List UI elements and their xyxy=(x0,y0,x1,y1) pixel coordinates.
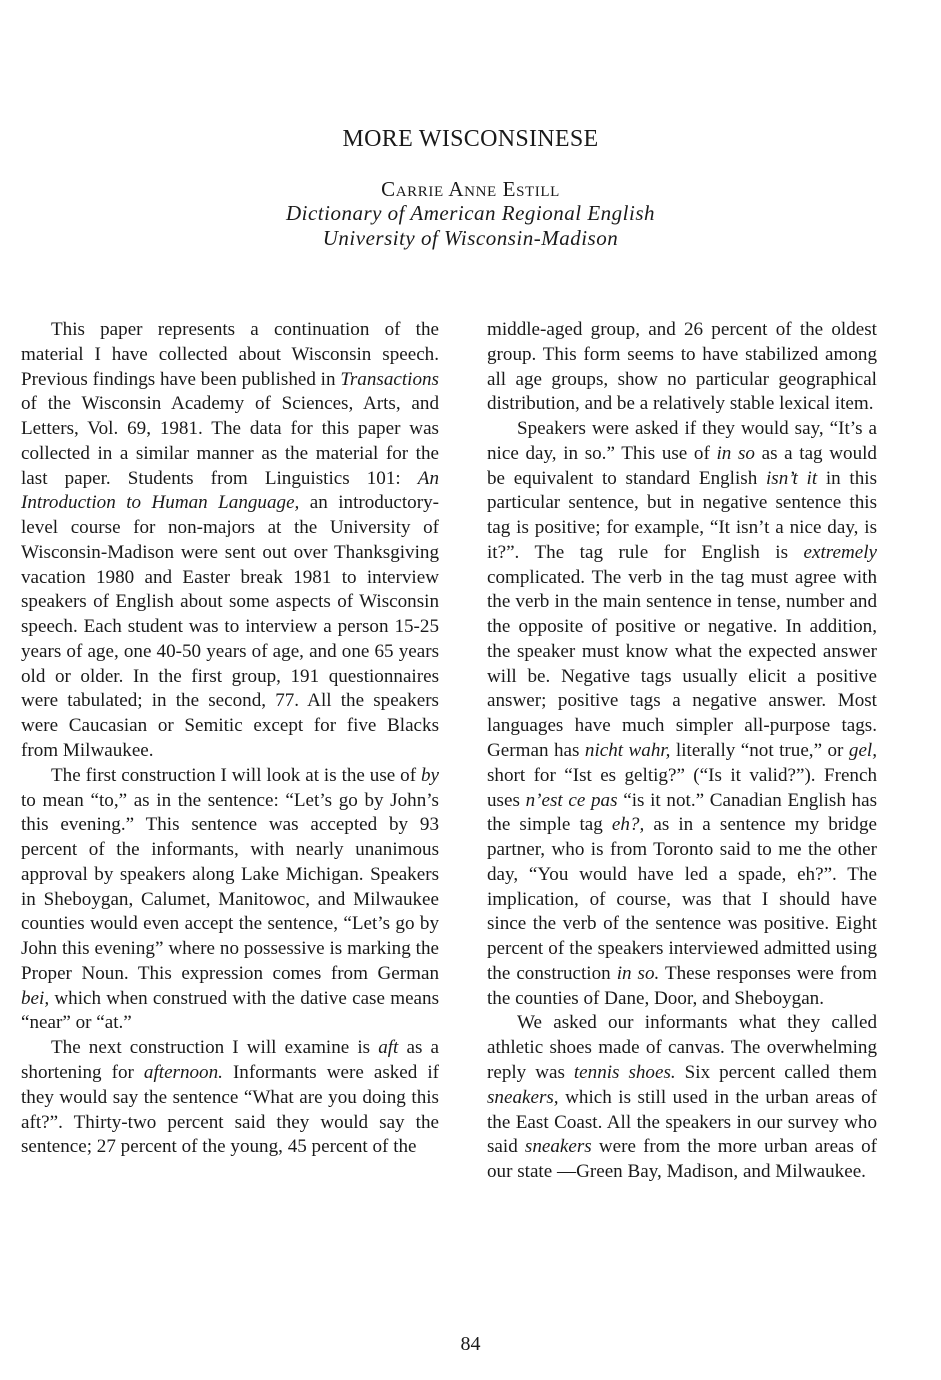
author-name: Carrie Anne Estill xyxy=(381,177,560,201)
body-paragraph xyxy=(487,417,877,1011)
text-run: which when construed with the dative case means “near” or “at.” xyxy=(21,987,439,1034)
italic-term: Transactions xyxy=(340,368,439,390)
affiliation-line-1: Dictionary of American Regional English xyxy=(285,201,656,225)
article-title: MORE WISCONSINESE xyxy=(342,126,599,152)
text-run: The next construction I will examine is xyxy=(51,1037,379,1059)
text-run: “is it not.” Canadian English has the simple tag xyxy=(487,789,878,836)
italic-term: in so. xyxy=(616,962,660,984)
affiliation-line-2: University of Wisconsin-Madison xyxy=(322,226,619,250)
italic-term: afternoon. xyxy=(143,1061,223,1083)
text-run: of the Wisconsin Academy of Sciences, Arts, and Letters, Vol. 69, 1981. The data for this paper was collected in a similar manner as the material for the last paper. Students from Linguistics 101: xyxy=(21,393,439,489)
italic-term: bei, xyxy=(21,987,50,1009)
italic-term: sneakers, xyxy=(487,1086,559,1108)
text-run: We asked our informants what they called athletic shoes made of canvas. The overwhelming reply was xyxy=(487,1012,877,1083)
text-run: literally “not true,” or xyxy=(670,740,849,762)
text-run: as in a sentence my bridge partner, who is from Toronto said to me the other day, “You would have led a spade, eh?”. The implication, of course, was that I should have since the verb of the sentence was positive. Eight percent of the speakers interviewed admitted using the construction xyxy=(487,814,878,984)
italic-term: aft xyxy=(378,1037,399,1059)
italic-term: extremely xyxy=(803,541,877,563)
italic-term: by xyxy=(420,764,439,786)
italic-term: isn’t it xyxy=(765,467,818,489)
body-paragraph xyxy=(487,1011,877,1184)
text-run: This paper represents a continuation of the material I have collected about Wisconsin speech. Previous findings have been published in xyxy=(21,319,439,390)
italic-term: gel, xyxy=(848,740,877,762)
text-run: The first construction I will look at is the use of xyxy=(51,764,421,786)
body-paragraph xyxy=(487,318,877,417)
text-run: as a tag would be equivalent to standard English xyxy=(487,442,877,489)
text-run: as a shortening for xyxy=(21,1037,439,1083)
italic-term: eh?, xyxy=(611,814,645,836)
text-run: which is still used in the urban areas of the East Coast. All the speakers in our survey who said xyxy=(487,1086,877,1158)
italic-term: tennis shoes. xyxy=(573,1061,676,1083)
text-run: short for “Ist es geltig?” (“Is it valid?”). French uses xyxy=(487,764,877,811)
page-number: 84 xyxy=(460,1333,481,1355)
text-run: These responses were from the counties of Dane, Door, and Sheboygan. xyxy=(487,962,877,1009)
italic-term: in so xyxy=(716,442,755,464)
body-paragraph xyxy=(21,1036,439,1160)
right-text-column xyxy=(487,318,877,1185)
italic-term: nicht wahr, xyxy=(584,740,671,762)
text-run: Informants were asked if they would say the sentence “What are you doing this aft?”. Thirty-two percent said they would say the sentence; 27 percent of the young, 45 percent of the xyxy=(21,1061,440,1158)
text-run: middle-aged group, and 26 percent of the oldest group. This form seems to have stabilized among all age groups, show no particular geographical distribution, and be a relatively stable lexical item. xyxy=(487,319,877,415)
text-run: Six percent called them xyxy=(675,1061,877,1083)
left-text-column xyxy=(21,318,439,1160)
text-run: complicated. The verb in the tag must agree with the verb in the main sentence in tense, number and the opposite of positive or negative. In addition, the speaker must know what the expected answer will be. Negative tags usually elicit a positive answer; positive tags a negative answer. Most languages have much simpler all-purpose tags. German has xyxy=(487,566,877,762)
body-paragraph xyxy=(21,764,439,1036)
text-run: were from the more urban areas of our state —Green Bay, Madison, and Milwaukee. xyxy=(487,1136,877,1183)
text-run: to mean “to,” as in the sentence: “Let’s go by John’s this evening.” This sentence was accepted by 93 percent of the informants, with nearly unanimous approval by speakers along Lake Michigan. Speakers in Sheboygan, Calumet, Manitowoc, and Milwaukee counties would even accept the sentence, “Let’s go by John this evening” where no possessive is marking the Proper Noun. This expression comes from German xyxy=(21,789,439,984)
text-run: Speakers were asked if they would say, “It’s a nice day, in so.” This use of xyxy=(487,418,877,464)
text-run: an introductory-level course for non-majors at the University of Wisconsin-Madison were sent out over Thanksgiving vacation 1980 and Easter break 1981 to interview speakers of English about some aspects of Wisconsin speech. Each student was to interview a person 15-25 years of age, one 40-50 years of age, and one 65 years old or older. In the first group, 191 questionnaires were tabulated; in the second, 77. All the speakers were Caucasian or Semitic except for five Blacks from Milwaukee. xyxy=(21,492,439,762)
text-run: in this particular sentence, but in negative sentence this tag is positive; for example, “It isn’t a nice day, is it?”. The tag rule for English is xyxy=(487,467,877,563)
italic-term: sneakers xyxy=(524,1136,592,1158)
italic-term: An Introduction to Human Language, xyxy=(21,467,439,514)
italic-term: n’est ce pas xyxy=(525,789,618,811)
body-paragraph xyxy=(21,318,439,764)
